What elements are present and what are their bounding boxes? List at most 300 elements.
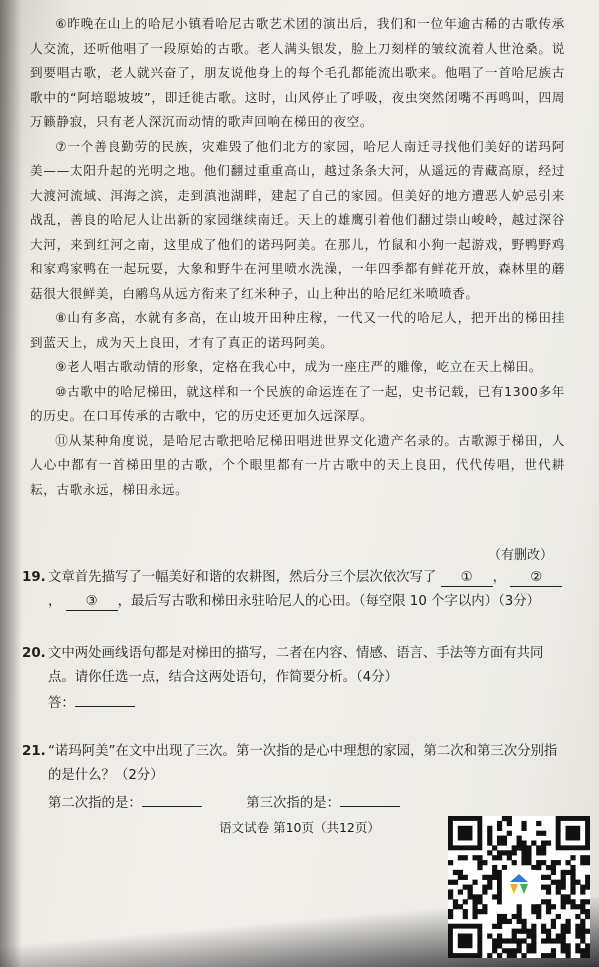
qr-module	[477, 860, 482, 865]
qr-module	[541, 924, 546, 929]
qr-module	[570, 889, 575, 894]
qr-module	[521, 929, 526, 934]
qr-module	[585, 855, 590, 860]
qr-module	[580, 953, 585, 958]
qr-module	[492, 855, 497, 860]
question-text: 文中两处画线语句都是对梯田的描写，二者在内容、情感、语言、手法等方面有共同点。请你任选一点，结合这两处语句，作简要分析。（4分）	[48, 646, 544, 685]
qr-module	[580, 938, 585, 943]
qr-module	[580, 899, 585, 904]
qr-module	[468, 889, 473, 894]
qr-module	[472, 894, 477, 899]
qr-module	[585, 880, 590, 885]
qr-module	[453, 870, 458, 875]
qr-module	[566, 894, 571, 899]
question-number: 21.	[22, 744, 46, 759]
qr-module	[487, 836, 492, 841]
qr-module	[531, 865, 536, 870]
qr-module	[566, 919, 571, 924]
qr-module	[482, 860, 487, 865]
qr-module	[448, 880, 453, 885]
qr-module	[580, 919, 585, 924]
qr-module	[526, 860, 531, 865]
qr-module	[497, 850, 502, 855]
qr-module	[546, 875, 551, 880]
qr-module	[566, 899, 571, 904]
qr-module	[580, 904, 585, 909]
qr-module	[531, 934, 536, 939]
qr-module	[566, 929, 571, 934]
qr-module	[561, 924, 566, 929]
qr-module	[580, 889, 585, 894]
qr-module	[497, 826, 502, 831]
qr-module	[566, 860, 571, 865]
qr-module	[463, 855, 468, 860]
qr-module	[507, 850, 512, 855]
reading-passage	[30, 12, 565, 502]
qr-module	[585, 885, 590, 890]
qr-module	[580, 929, 585, 934]
qr-module	[580, 885, 585, 890]
qr-module	[556, 938, 561, 943]
qr-module	[521, 826, 526, 831]
qr-module	[477, 899, 482, 904]
qr-module	[463, 875, 468, 880]
qr-module	[497, 894, 502, 899]
qr-module	[517, 909, 522, 914]
qr-module	[463, 885, 468, 890]
qr-module	[585, 953, 590, 958]
qr-module	[497, 924, 502, 929]
qr-module	[497, 840, 502, 845]
qr-module	[556, 860, 561, 865]
qr-module	[497, 885, 502, 890]
qr-module	[512, 953, 517, 958]
qr-module	[472, 914, 477, 919]
paragraph-11: ⑪从某种角度说，是哈尼古歌把哈尼梯田唱进世界文化遗产名录的。古歌源于梯田，人人心中都有一首梯田里的古歌，个个眼里都有一片古歌中的天上良田，代代传唱，世代耕耘，古歌永远，梯田永远。	[30, 432, 565, 497]
qr-module	[463, 909, 468, 914]
qr-module	[482, 909, 487, 914]
qr-module	[575, 934, 580, 939]
qr-module	[551, 904, 556, 909]
qr-module	[521, 821, 526, 826]
qr-module	[585, 875, 590, 880]
qr-module	[472, 880, 477, 885]
answer-line[interactable]	[75, 692, 135, 707]
qr-module	[487, 880, 492, 885]
qr-module	[502, 948, 507, 953]
qr-module	[477, 909, 482, 914]
qr-module	[502, 919, 507, 924]
qr-module	[566, 943, 571, 948]
qr-module	[521, 938, 526, 943]
qr-module	[492, 924, 497, 929]
question-20	[22, 642, 568, 716]
qr-module	[580, 948, 585, 953]
qr-module	[448, 909, 453, 914]
question-text: ，最后写古歌和梯田永驻哈尼人的心田。（每空限 10 个字以内）（3分）	[117, 594, 541, 609]
qr-module	[551, 865, 556, 870]
qr-module	[497, 943, 502, 948]
qr-module	[546, 899, 551, 904]
qr-module	[546, 938, 551, 943]
qr-module	[541, 899, 546, 904]
qr-module	[502, 914, 507, 919]
qr-module	[546, 934, 551, 939]
qr-module	[448, 894, 453, 899]
qr-module	[507, 953, 512, 958]
qr-module	[507, 919, 512, 924]
question-text: ，	[48, 594, 62, 609]
qr-module	[536, 845, 541, 850]
question-text: 文章首先描写了一幅美好和谐的农耕图，然后分三个层次依次写了	[48, 570, 437, 585]
qr-module	[551, 919, 556, 924]
qr-code-icon	[448, 816, 590, 958]
qr-module	[561, 875, 566, 880]
qr-module	[453, 899, 458, 904]
qr-module	[458, 934, 473, 949]
qr-module	[512, 929, 517, 934]
qr-module	[497, 953, 502, 958]
third-label: 第三次指的是：	[246, 796, 340, 811]
qr-module	[536, 831, 541, 836]
qr-module	[536, 821, 541, 826]
qr-module	[531, 924, 536, 929]
qr-module	[551, 953, 556, 958]
qr-module	[575, 948, 580, 953]
qr-module	[531, 948, 536, 953]
qr-module	[521, 855, 526, 860]
question-21	[22, 740, 568, 816]
qr-module	[517, 938, 522, 943]
qr-module	[561, 880, 566, 885]
qr-module	[546, 865, 551, 870]
qr-module	[458, 855, 463, 860]
qr-module	[546, 889, 551, 894]
qr-module	[536, 914, 541, 919]
question-text: “诺玛阿美”在文中出现了三次。第一次指的是心中理想的家园，第二次和第三次分别指的是什么？（2分）	[48, 744, 558, 783]
qr-module	[561, 870, 566, 875]
qr-module	[526, 929, 531, 934]
qr-module	[580, 855, 585, 860]
qr-module	[458, 904, 463, 909]
qr-module	[487, 953, 492, 958]
qr-module	[585, 948, 590, 953]
qr-module	[546, 885, 551, 890]
qr-module	[472, 899, 477, 904]
qr-module	[517, 840, 522, 845]
qr-module	[507, 831, 512, 836]
qr-module	[561, 899, 566, 904]
qr-module	[472, 909, 477, 914]
qr-module	[556, 880, 561, 885]
qr-module	[546, 929, 551, 934]
qr-module	[580, 924, 585, 929]
qr-module	[541, 840, 546, 845]
qr-module	[531, 929, 536, 934]
qr-module	[561, 894, 566, 899]
qr-module	[487, 840, 492, 845]
qr-module	[531, 840, 536, 845]
qr-module	[468, 894, 473, 899]
qr-module	[502, 938, 507, 943]
qr-module	[536, 850, 541, 855]
qr-module	[561, 929, 566, 934]
qr-module	[458, 826, 473, 841]
qr-module	[512, 934, 517, 939]
paragraph-10: ⑩古歌中的哈尼梯田，就这样和一个民族的命运连在了一起，史书记载，已有1300多年的历史。在口耳传承的古歌中，它的历史还更加久远深厚。	[30, 383, 565, 423]
qr-module	[521, 924, 526, 929]
qr-module	[497, 934, 502, 939]
qr-module	[521, 845, 526, 850]
qr-module	[497, 821, 502, 826]
qr-module	[531, 938, 536, 943]
qr-module	[517, 904, 522, 909]
qr-module	[526, 948, 531, 953]
qr-module	[575, 904, 580, 909]
qr-module	[541, 885, 546, 890]
qr-module	[561, 948, 566, 953]
qr-module	[526, 855, 531, 860]
qr-module	[575, 880, 580, 885]
qr-module	[531, 904, 536, 909]
qr-module	[487, 831, 492, 836]
qr-module	[453, 904, 458, 909]
qr-module	[551, 870, 556, 875]
answer-label: 答：	[48, 696, 75, 711]
qr-module	[482, 889, 487, 894]
qr-module	[477, 865, 482, 870]
paragraph-7: ⑦一个善良勤劳的民族，灾难毁了他们北方的家园，哈尼人南迁寻找他们美好的诺玛阿美——太阳升起的光明之地。他们翻过重重高山，越过条条大河，从遥远的青藏高原，经过大渡河流域、洱海之滨，走到滇池湖畔，建起了自己的家园。但美好的地方遭恶人妒忌引来战乱，善良的哈尼人让出新的家园继续南迁。天上的雄鹰引着他们翻过崇山峻岭，越过深谷大河，来到红河之南，这里成了他们的诺玛阿美。在那儿，竹鼠和小狗一起游戏，野鸭野鸡和家鸡家鸭在一起玩耍，大象和野牛在河里喷水洗澡，一年四季都有鲜花开放，森林里的蘑菇很大很鲜美，白鹇鸟从远方衔来了红米种子，山上种出的哈尼红米喷喷香。	[30, 138, 565, 301]
qr-module	[448, 860, 453, 865]
qr-module	[497, 889, 502, 894]
qr-module	[517, 914, 522, 919]
qr-module	[561, 904, 566, 909]
qr-module	[497, 899, 502, 904]
qr-module	[487, 934, 492, 939]
qr-module	[570, 870, 575, 875]
qr-module	[551, 880, 556, 885]
qr-module	[556, 914, 561, 919]
qr-module	[463, 914, 468, 919]
qr-module	[585, 929, 590, 934]
qr-module	[541, 929, 546, 934]
qr-module	[497, 880, 502, 885]
qr-module	[497, 914, 502, 919]
qr-module	[536, 865, 541, 870]
qr-module	[487, 885, 492, 890]
qr-module	[585, 943, 590, 948]
qr-module	[497, 870, 502, 875]
answer-blank-3[interactable]: ③	[66, 593, 118, 611]
qr-module	[492, 948, 497, 953]
qr-module	[566, 870, 571, 875]
qr-module	[526, 934, 531, 939]
qr-module	[556, 934, 561, 939]
qr-module	[521, 919, 526, 924]
qr-module	[458, 870, 463, 875]
qr-module	[521, 860, 526, 865]
qr-module	[531, 943, 536, 948]
page-footer: 语文试卷 第10页（共12页）	[219, 820, 380, 835]
qr-module	[575, 943, 580, 948]
qr-module	[541, 938, 546, 943]
qr-module	[570, 904, 575, 909]
qr-module	[512, 845, 517, 850]
question-19	[22, 566, 568, 614]
qr-module	[517, 943, 522, 948]
qr-code-graphic	[448, 816, 590, 958]
qr-module	[551, 860, 556, 865]
qr-module	[507, 938, 512, 943]
answer-blank-2[interactable]: ②	[510, 569, 562, 587]
qr-module	[477, 855, 482, 860]
qr-module	[517, 836, 522, 841]
qr-module	[472, 904, 477, 909]
qr-module	[561, 938, 566, 943]
second-label: 第二次指的是：	[48, 796, 142, 811]
qr-module	[482, 875, 487, 880]
qr-module	[551, 948, 556, 953]
qr-module	[551, 924, 556, 929]
qr-module	[507, 816, 512, 821]
qr-module	[546, 840, 551, 845]
qr-module	[536, 909, 541, 914]
qr-module	[566, 826, 581, 841]
second-answer-line[interactable]	[142, 792, 202, 807]
qr-module	[458, 875, 463, 880]
qr-module	[551, 938, 556, 943]
qr-module	[546, 909, 551, 914]
qr-module	[541, 850, 546, 855]
qr-module	[541, 831, 546, 836]
qr-module	[521, 953, 526, 958]
qr-module	[448, 914, 453, 919]
qr-module	[526, 943, 531, 948]
qr-module	[448, 889, 453, 894]
qr-module	[580, 860, 585, 865]
source-note: （有删改）	[487, 548, 553, 563]
qr-module	[502, 816, 507, 821]
qr-module	[536, 860, 541, 865]
qr-module	[575, 929, 580, 934]
paragraph-9: ⑨老人唱古歌动情的形象，定格在我心中，成为一座庄严的雕像，屹立在天上梯田。	[55, 359, 543, 374]
qr-module	[492, 865, 497, 870]
qr-module	[526, 845, 531, 850]
qr-module	[561, 885, 566, 890]
qr-module	[492, 870, 497, 875]
qr-module	[541, 953, 546, 958]
question-text: ，	[492, 570, 506, 585]
qr-module	[546, 904, 551, 909]
qr-module	[521, 840, 526, 845]
qr-module	[541, 860, 546, 865]
qr-module	[580, 934, 585, 939]
qr-module	[531, 909, 536, 914]
qr-module	[487, 826, 492, 831]
qr-module	[585, 909, 590, 914]
paragraph-8: ⑧山有多高，水就有多高，在山坡开田种庄稼，一代又一代的哈尼人，把开出的梯田挂到蓝天上，成为天上良田，才有了真正的诺玛阿美。	[30, 310, 565, 350]
qr-module	[570, 865, 575, 870]
qr-module	[556, 885, 561, 890]
qr-module	[507, 948, 512, 953]
qr-module	[541, 875, 546, 880]
qr-module	[517, 845, 522, 850]
qr-module	[570, 855, 575, 860]
qr-module	[497, 855, 502, 860]
qr-module	[580, 909, 585, 914]
qr-module	[502, 850, 507, 855]
qr-module	[517, 929, 522, 934]
qr-module	[517, 919, 522, 924]
paragraph-6: ⑥昨晚在山上的哈尼小镇看哈尼古歌艺术团的演出后，我们和一位年逾古稀的古歌传承人交流，还听他唱了一段原始的古歌。老人满头银发，脸上刀刻样的皱纹流着人世沧桑。说到要唱古歌，老人就兴奋了，朋友说他身上的每个毛孔都能流出歌来。他唱了一首哈尼族古歌中的“阿培聪坡坡”，即迁徙古歌。这时，山风停止了呼吸，夜虫突然闭嘴不再鸣叫，四周万籁静寂，只有老人深沉而动情的歌声回响在梯田的夜空。	[30, 16, 565, 129]
qr-module	[566, 948, 571, 953]
qr-module	[453, 880, 458, 885]
qr-module	[512, 948, 517, 953]
qr-module	[468, 885, 473, 890]
qr-module	[585, 860, 590, 865]
qr-module	[512, 938, 517, 943]
qr-module	[482, 904, 487, 909]
qr-module	[492, 875, 497, 880]
qr-module	[570, 880, 575, 885]
qr-module	[487, 850, 492, 855]
question-number: 19.	[22, 570, 46, 585]
qr-module	[458, 889, 463, 894]
qr-module	[497, 875, 502, 880]
qr-module	[575, 924, 580, 929]
qr-module	[497, 836, 502, 841]
qr-module	[541, 845, 546, 850]
qr-module	[497, 919, 502, 924]
qr-module	[526, 850, 531, 855]
qr-module	[546, 953, 551, 958]
third-answer-line[interactable]	[340, 792, 400, 807]
qr-module	[570, 875, 575, 880]
qr-module	[512, 860, 517, 865]
qr-module	[497, 938, 502, 943]
qr-module	[536, 904, 541, 909]
qr-module	[575, 914, 580, 919]
qr-module	[512, 914, 517, 919]
qr-module	[487, 875, 492, 880]
qr-module	[561, 934, 566, 939]
qr-module	[512, 850, 517, 855]
qr-module	[585, 899, 590, 904]
answer-blank-1[interactable]: ①	[441, 569, 493, 587]
qr-module	[556, 889, 561, 894]
qr-module	[570, 899, 575, 904]
qr-module	[502, 836, 507, 841]
qr-module	[507, 855, 512, 860]
qr-module	[463, 899, 468, 904]
qr-module	[517, 948, 522, 953]
qr-module	[521, 850, 526, 855]
question-number: 20.	[22, 646, 46, 661]
qr-module	[492, 845, 497, 850]
qr-module	[502, 865, 507, 870]
qr-module	[570, 885, 575, 890]
qr-module	[472, 855, 477, 860]
qr-module	[477, 894, 482, 899]
qr-module	[492, 943, 497, 948]
qr-module	[561, 943, 566, 948]
qr-module	[492, 938, 497, 943]
qr-module	[566, 924, 571, 929]
qr-module	[507, 821, 512, 826]
qr-module	[502, 840, 507, 845]
qr-module	[492, 894, 497, 899]
qr-module	[566, 953, 571, 958]
